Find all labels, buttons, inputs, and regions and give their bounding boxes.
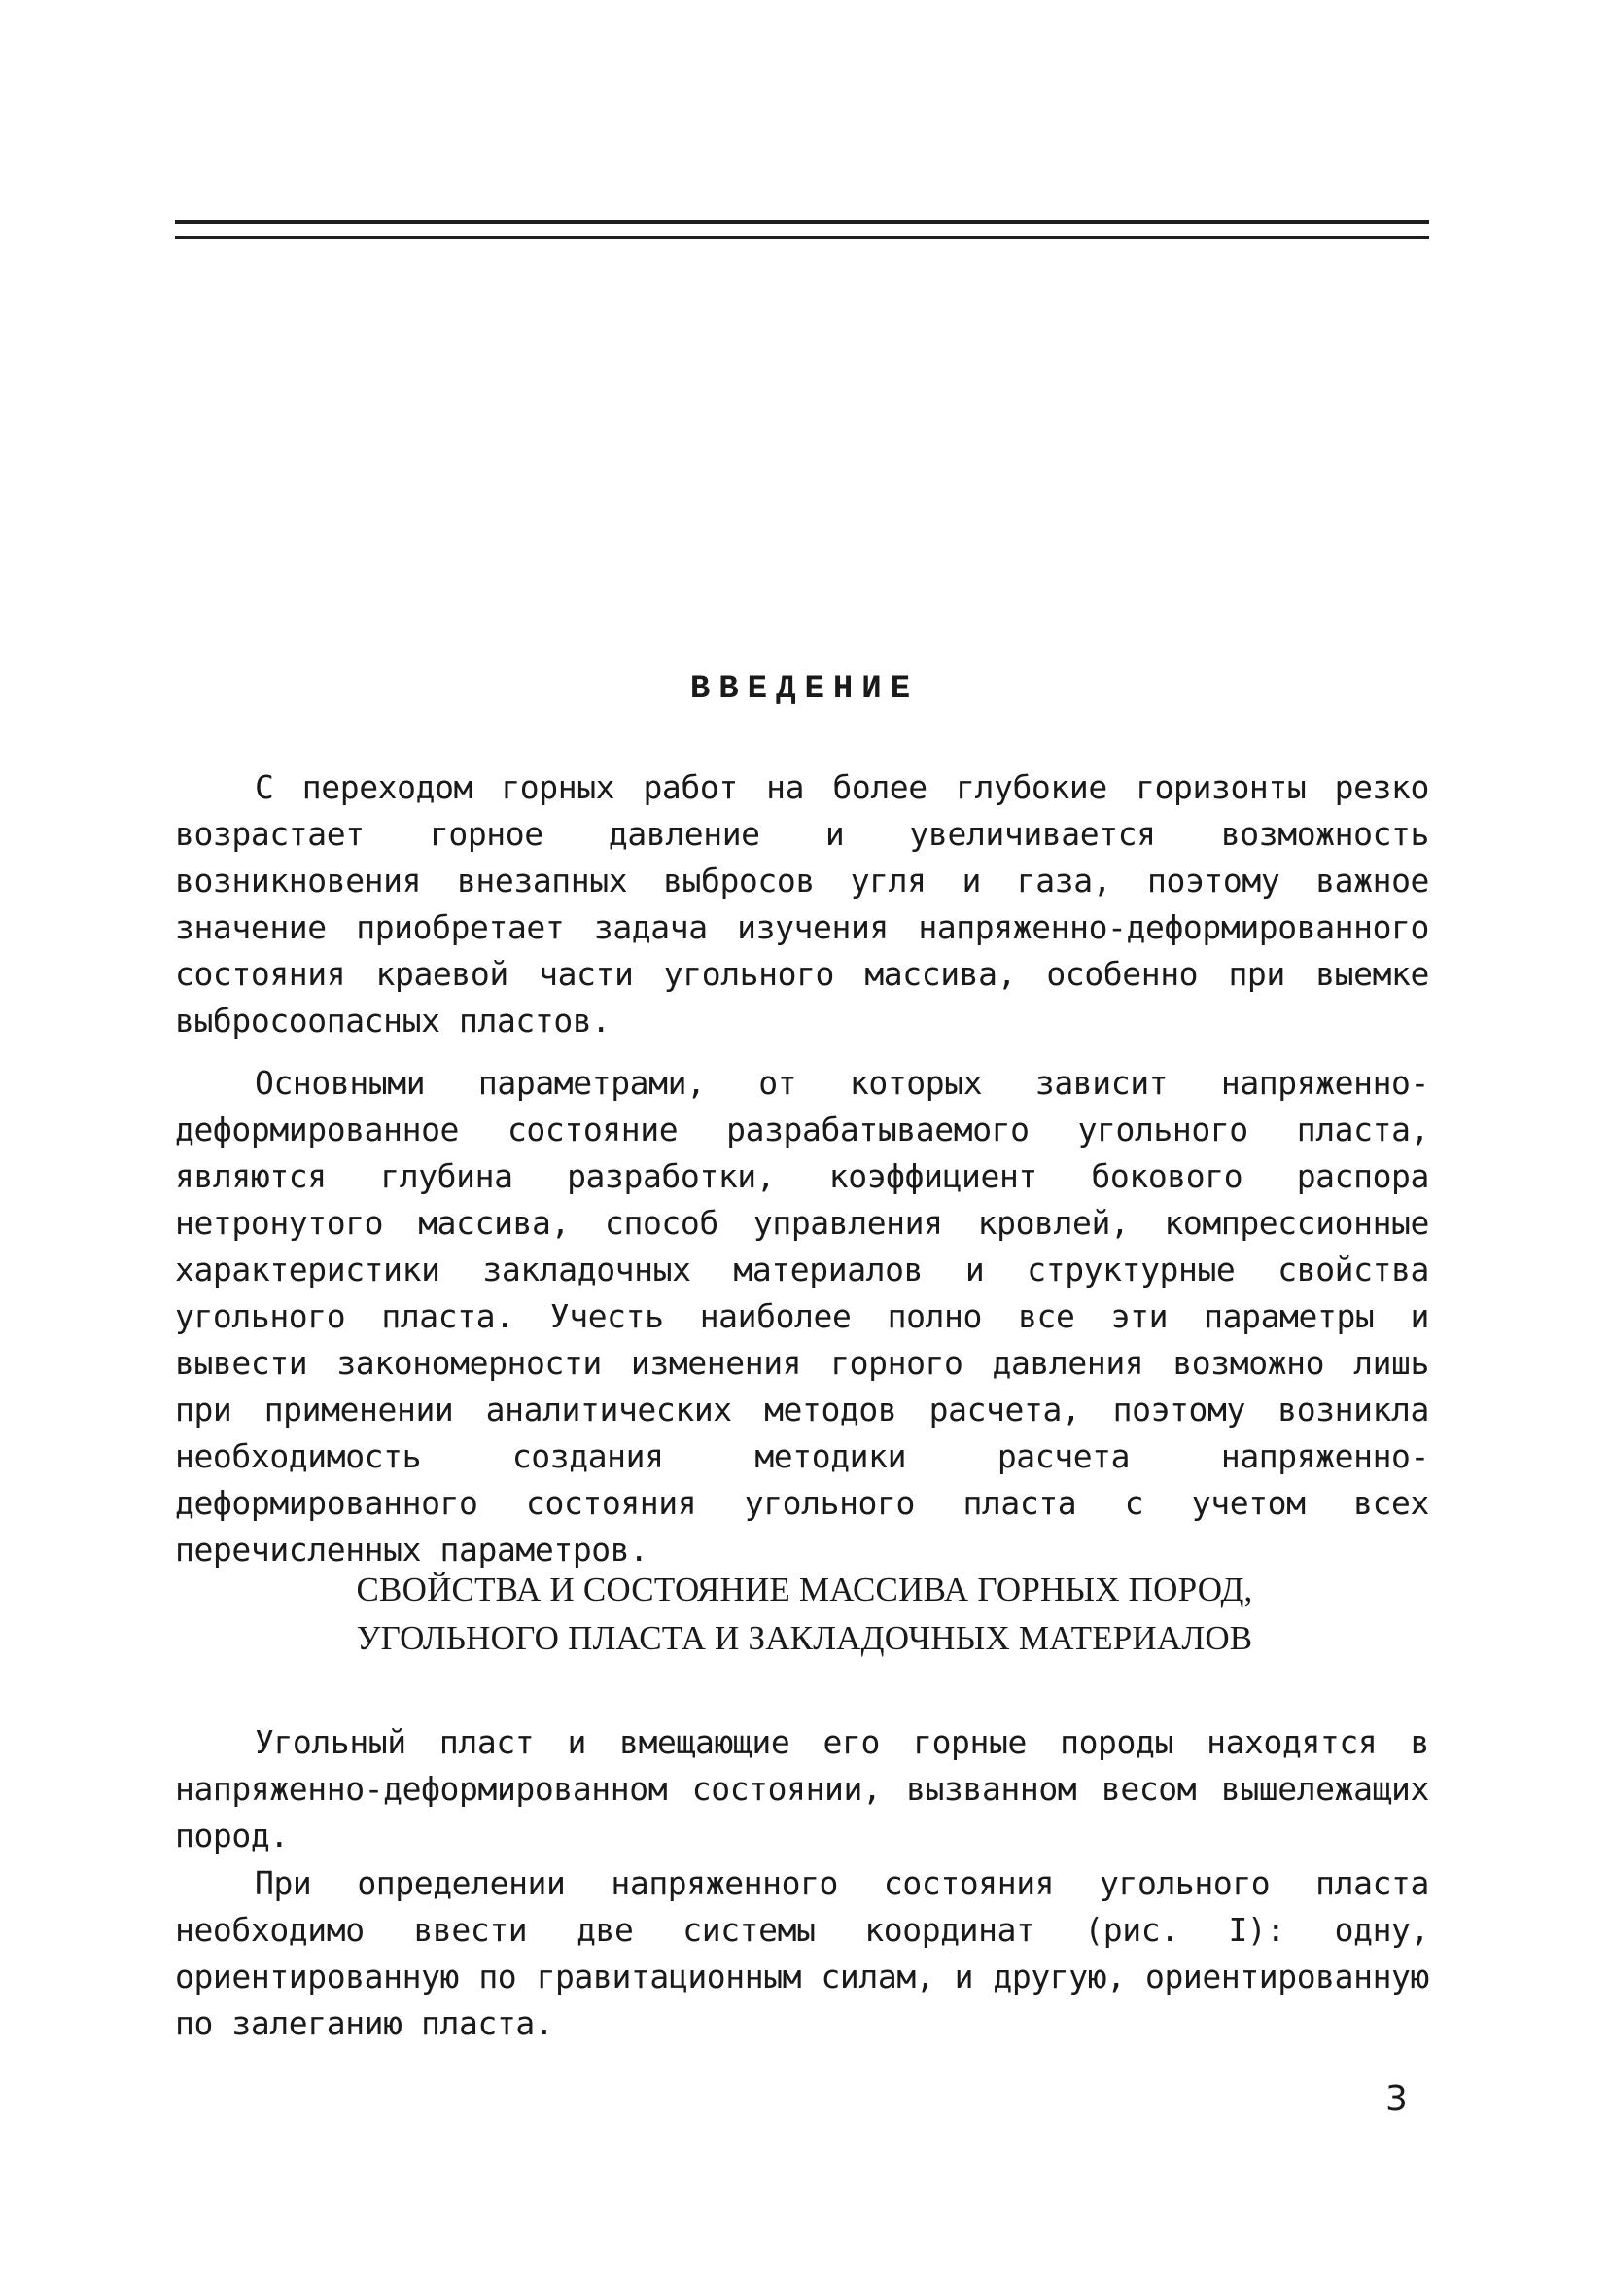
header-rule-bottom [175,236,1429,239]
subheading-line-2: УГОЛЬНОГО ПЛАСТА И ЗАКЛАДОЧНЫХ МАТЕРИАЛОВ [356,1619,1253,1657]
section-paragraph-2: При определении напряженного состояния угольного пласта необходимо ввести две системы координат (рис. I): одну, ориентированную по гравитационным силам, и другую, ориентированную по залеганию пласта. [175,1864,1429,2042]
intro-paragraph-2: Основными параметрами, от которых зависит напряженно-деформированное состояние разрабатываемого угольного пласта, являются глубина разработки, коэффициент бокового распора нетронутого массива, способ управления кровлей, компрессионные характеристики закладочных материалов и структурные свойства угольного пласта. Учесть наиболее полно все эти параметры и вывести закономерности изменения горного давления возможно лишь при применении аналитических методов расчета, поэтому возникла необходимость создания методики расчета напряженно-деформированного состояния угольного пласта с учетом всех перечисленных параметров. [175,1064,1429,1569]
subheading-line-1: СВОЙСТВА И СОСТОЯНИЕ МАССИВА ГОРНЫХ ПОРОД, [356,1571,1253,1608]
header-rule-top [175,220,1429,224]
section-subheading [0,1566,1609,1663]
page-number: 3 [1385,2079,1408,2119]
section-paragraph-1: Угольный пласт и вмещающие его горные породы находятся в напряженно-деформированном состоянии, вызванном весом вышележащих пород. [175,1723,1429,1854]
introduction-heading: ВВЕДЕНИЕ [689,671,920,708]
intro-paragraph-1: С переходом горных работ на более глубокие горизонты резко возрастает горное давление и увеличивается возможность возникновения внезапных выбросов угля и газа, поэтому важное значение приобретает задача изучения напряженно-деформированного состояния краевой части угольного массива, особенно при выемке выбросоопасных пластов. [175,768,1429,1040]
